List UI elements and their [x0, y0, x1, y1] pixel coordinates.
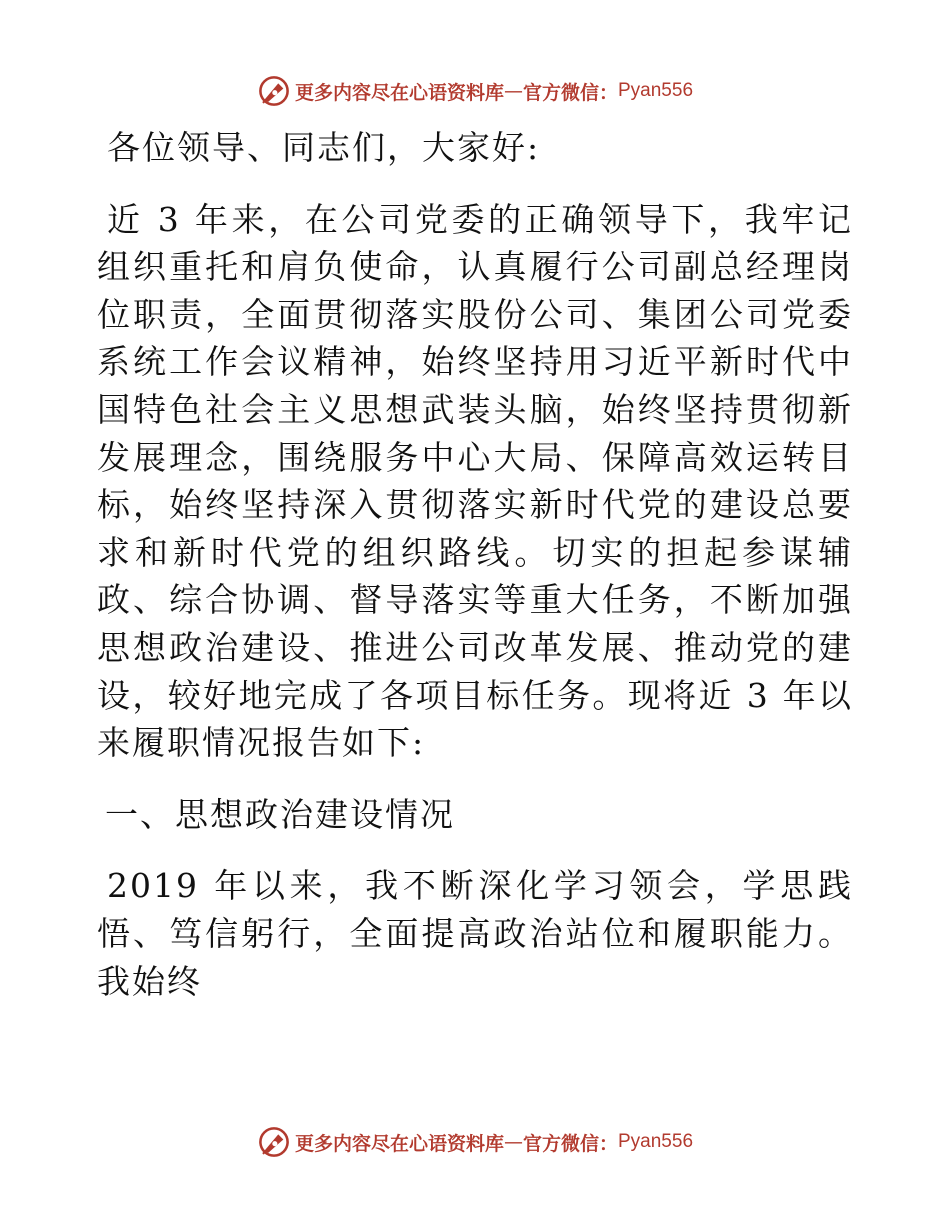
pen-nib-logo-icon	[257, 1125, 291, 1159]
banner-wechat-account: Pyan556	[618, 1131, 694, 1152]
section-paragraph: 2019 年以来，我不断深化学习领会，学思践悟、笃信躬行，全面提高政治站位和履职能力。我始终	[97, 866, 853, 1001]
footer-watermark-banner	[0, 1122, 950, 1162]
document-body	[97, 118, 853, 1005]
intro-paragraph: 近 3 年来，在公司党委的正确领导下，我牢记组织重托和肩负使命，认真履行公司副总经理岗位职责，全面贯彻落实股份公司、集团公司党委系统工作会议精神，始终坚持用习近平新时代中国特色社会主义思想武装头脑，始终坚持贯彻新发展理念，围绕服务中心大局、保障高效运转目标，始终坚持深入贯彻落实新时代党的建设总要求和新时代党的组织路线。切实的担起参谋辅政、综合协调、督导落实等重大任务，不断加强思想政治建设、推进公司改革发展、推动党的建设，较好地完成了各项目标任务。现将近 3 年以来履职情况报告如下:	[97, 199, 853, 763]
banner-brand-text: 更多内容尽在心语资料库	[294, 1132, 504, 1155]
banner-wechat-account: Pyan556	[618, 80, 694, 101]
greeting-line: 各位领导、同志们，大家好:	[107, 128, 541, 167]
section-heading: 一、思想政治建设情况	[105, 794, 455, 834]
banner-wechat-label: 官方微信：	[522, 81, 618, 104]
banner-separator: —	[503, 80, 523, 102]
pen-nib-logo-icon	[257, 74, 291, 108]
banner-wechat-label: 官方微信：	[522, 1132, 618, 1155]
banner-separator: —	[503, 1131, 523, 1153]
header-watermark-banner	[0, 71, 950, 111]
banner-brand-text: 更多内容尽在心语资料库	[294, 81, 504, 104]
